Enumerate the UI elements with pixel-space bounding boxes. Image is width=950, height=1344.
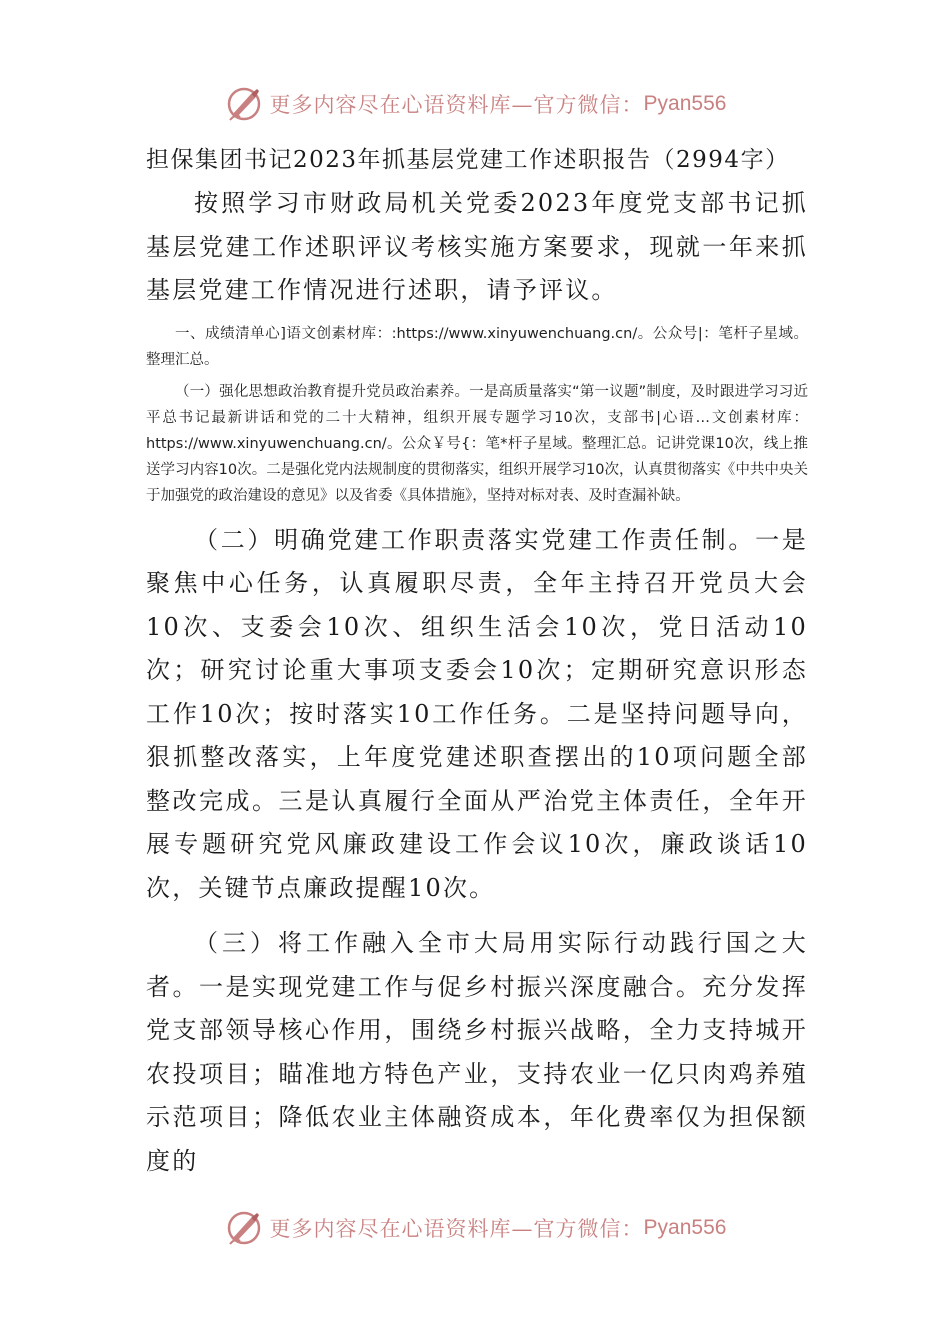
document-title: 担保集团书记2023年抓基层党建工作述职报告（2994字）	[146, 147, 790, 173]
banner-wechat-id: Pyan556	[643, 92, 727, 115]
footer-banner	[0, 1204, 950, 1252]
section-item-1: （一）强化思想政治教育提升党员政治素养。一是高质量落实“第一议题”制度，及时跟进学习习近平总书记最新讲话和党的二十大精神，组织开展专题学习10次，支部书|心语…文创素材库：https://www.xinyuwenchuang.cn/。公众￥号{：笔*杆子星域。整理汇总。记讲党课10次，线上推送学习内容10次。二是强化党内法规制度的贯彻落实，组织开展学习10次，认真贯彻落实《中共中央关于加强党的政治建设的意见》以及省委《具体措施》，坚持对标对表、及时查漏补缺。	[146, 383, 808, 504]
pen-nib-logo-icon	[224, 84, 264, 124]
banner-wechat-id: Pyan556	[643, 1216, 727, 1239]
header-banner	[0, 80, 950, 128]
section-item-2: （二）明确党建工作职责落实党建工作责任制。一是聚焦中心任务，认真履职尽责，全年主持召开党员大会10次、支委会10次、组织生活会10次，党日活动10次；研究讨论重大事项支委会10次；定期研究意识形态工作10次；按时落实10工作任务。二是坚持问题导向，狠抓整改落实，上年度党建述职查摆出的10项问题全部整改完成。三是认真履行全面从严治党主体责任，全年开展专题研究党风廉政建设工作会议10次，廉政谈话10次，关键节点廉政提醒10次。	[146, 525, 808, 902]
section-item-3: （三）将工作融入全市大局用实际行动践行国之大者。一是实现党建工作与促乡村振兴深度融合。充分发挥党支部领导核心作用，围绕乡村振兴战略，全力支持城开农投项目；瞄准地方特色产业，支持农业一亿只肉鸡养殖示范项目；降低农业主体融资成本，年化费率仅为担保额度的	[146, 929, 808, 1175]
section-heading: 一、成绩清单心]语文创素材库：:https://www.xinyuwenchuang.cn/。公众号|：笔杆子星域。整理汇总。	[146, 325, 808, 368]
pen-nib-logo-icon	[224, 1208, 264, 1248]
banner-text: 更多内容尽在心语资料库—官方微信：	[269, 93, 644, 117]
document-body	[146, 138, 808, 1183]
banner-text: 更多内容尽在心语资料库—官方微信：	[269, 1217, 644, 1241]
intro-paragraph: 按照学习市财政局机关党委2023年度党支部书记抓基层党建工作述职评议考核实施方案要求，现就一年来抓基层党建工作情况进行述职，请予评议。	[146, 189, 808, 304]
